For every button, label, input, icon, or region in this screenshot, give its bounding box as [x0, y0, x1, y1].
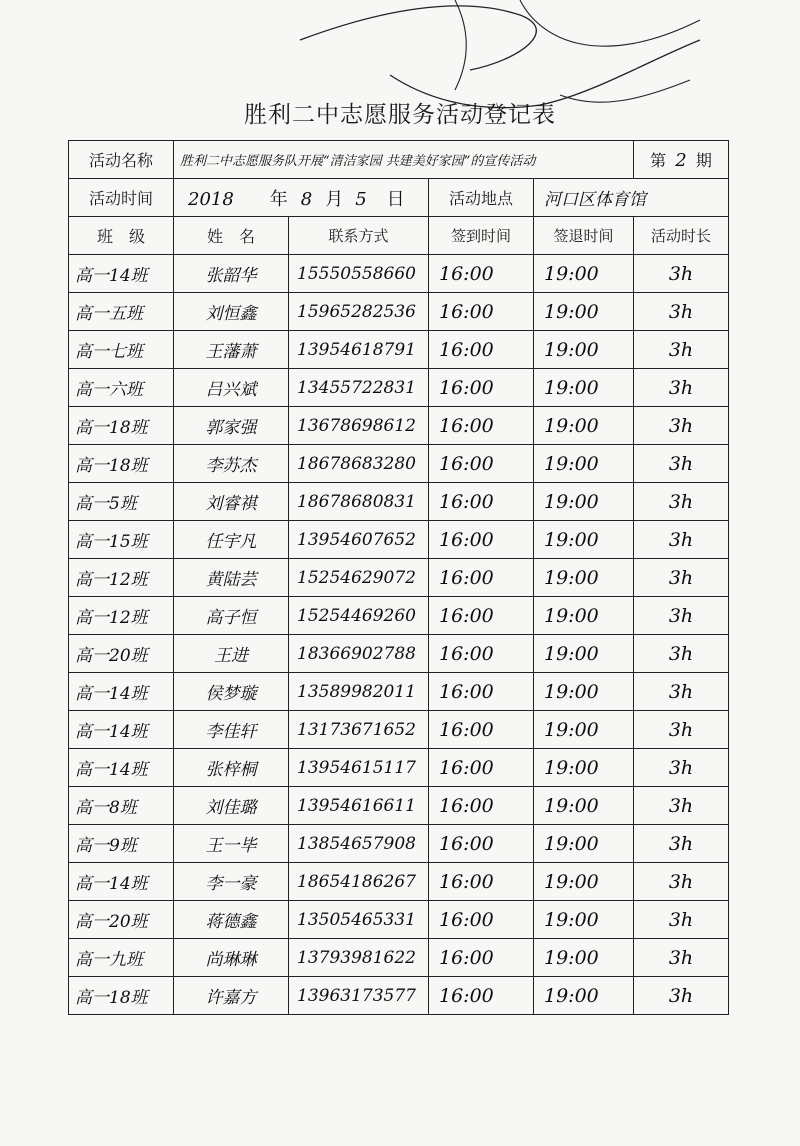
cell-checkin: 16:00	[429, 635, 534, 673]
cell-class: 高一20班	[69, 635, 174, 673]
table-row	[69, 331, 729, 369]
cell-contact: 15965282536	[289, 293, 429, 331]
cell-checkin: 16:00	[429, 407, 534, 445]
date-day-unit: 日	[386, 188, 405, 210]
table-row	[69, 369, 729, 407]
cell-checkout: 19:00	[534, 255, 634, 293]
cell-checkout: 19:00	[534, 369, 634, 407]
cell-checkin: 16:00	[429, 939, 534, 977]
cell-checkout: 19:00	[534, 711, 634, 749]
cell-contact: 15254629072	[289, 559, 429, 597]
cell-contact: 13954615117	[289, 749, 429, 787]
cell-contact: 18654186267	[289, 863, 429, 901]
cell-checkout: 19:00	[534, 521, 634, 559]
registration-table	[68, 140, 729, 1015]
date-day: 5	[355, 188, 367, 210]
cell-checkin: 16:00	[429, 331, 534, 369]
table-row	[69, 445, 729, 483]
cell-name: 黄陆芸	[174, 559, 289, 597]
cell-contact: 15254469260	[289, 597, 429, 635]
table-row	[69, 787, 729, 825]
cell-contact: 13954616611	[289, 787, 429, 825]
cell-duration: 3h	[634, 445, 729, 483]
cell-name: 李佳轩	[174, 711, 289, 749]
table-row	[69, 407, 729, 445]
cell-name: 王进	[174, 635, 289, 673]
cell-duration: 3h	[634, 939, 729, 977]
header-name: 姓 名	[174, 217, 289, 255]
cell-class: 高一9班	[69, 825, 174, 863]
cell-class: 高一18班	[69, 977, 174, 1015]
table-row	[69, 939, 729, 977]
cell-duration: 3h	[634, 977, 729, 1015]
date-year-unit: 年	[269, 188, 288, 210]
cell-contact: 13793981622	[289, 939, 429, 977]
cell-checkout: 19:00	[534, 825, 634, 863]
table-row	[69, 597, 729, 635]
cell-checkin: 16:00	[429, 521, 534, 559]
cell-checkin: 16:00	[429, 977, 534, 1015]
cell-class: 高一12班	[69, 597, 174, 635]
cell-duration: 3h	[634, 483, 729, 521]
cell-class: 高一14班	[69, 863, 174, 901]
cell-contact: 13954618791	[289, 331, 429, 369]
cell-checkin: 16:00	[429, 255, 534, 293]
cell-class: 高一20班	[69, 901, 174, 939]
pen-scribble-marks	[0, 0, 800, 160]
period-suffix: 期	[695, 151, 712, 170]
period-cell	[634, 141, 729, 179]
cell-name: 张梓桐	[174, 749, 289, 787]
table-row	[69, 901, 729, 939]
cell-checkin: 16:00	[429, 559, 534, 597]
cell-contact: 15550558660	[289, 255, 429, 293]
cell-checkin: 16:00	[429, 787, 534, 825]
cell-checkout: 19:00	[534, 293, 634, 331]
cell-name: 许嘉方	[174, 977, 289, 1015]
activity-name-row	[69, 141, 729, 179]
table-row	[69, 863, 729, 901]
table-row	[69, 521, 729, 559]
cell-duration: 3h	[634, 863, 729, 901]
cell-class: 高一五班	[69, 293, 174, 331]
cell-duration: 3h	[634, 407, 729, 445]
cell-checkout: 19:00	[534, 445, 634, 483]
date-year: 2018	[188, 188, 234, 210]
cell-contact: 18678680831	[289, 483, 429, 521]
activity-name-value: 胜利二中志愿服务队开展“清洁家园 共建美好家园”的宣传活动	[174, 141, 634, 179]
activity-time-label: 活动时间	[69, 179, 174, 217]
cell-checkout: 19:00	[534, 901, 634, 939]
cell-checkout: 19:00	[534, 863, 634, 901]
cell-name: 刘恒鑫	[174, 293, 289, 331]
header-duration: 活动时长	[634, 217, 729, 255]
cell-name: 刘佳璐	[174, 787, 289, 825]
cell-name: 王一毕	[174, 825, 289, 863]
cell-contact: 18366902788	[289, 635, 429, 673]
cell-checkin: 16:00	[429, 293, 534, 331]
cell-name: 任宇凡	[174, 521, 289, 559]
cell-contact: 13678698612	[289, 407, 429, 445]
cell-checkin: 16:00	[429, 483, 534, 521]
cell-name: 侯梦璇	[174, 673, 289, 711]
table-row	[69, 293, 729, 331]
cell-checkin: 16:00	[429, 825, 534, 863]
cell-contact: 13963173577	[289, 977, 429, 1015]
cell-checkout: 19:00	[534, 559, 634, 597]
cell-name: 蒋德鑫	[174, 901, 289, 939]
cell-checkout: 19:00	[534, 331, 634, 369]
date-month: 8	[300, 188, 313, 210]
cell-duration: 3h	[634, 901, 729, 939]
table-row	[69, 635, 729, 673]
location-value: 河口区体育馆	[534, 179, 729, 217]
cell-duration: 3h	[634, 597, 729, 635]
header-checkin: 签到时间	[429, 217, 534, 255]
cell-checkout: 19:00	[534, 597, 634, 635]
cell-contact: 18678683280	[289, 445, 429, 483]
cell-checkin: 16:00	[429, 369, 534, 407]
cell-name: 张韶华	[174, 255, 289, 293]
cell-duration: 3h	[634, 369, 729, 407]
cell-contact: 13854657908	[289, 825, 429, 863]
table-row	[69, 673, 729, 711]
cell-class: 高一18班	[69, 407, 174, 445]
cell-checkin: 16:00	[429, 673, 534, 711]
cell-checkin: 16:00	[429, 901, 534, 939]
cell-checkout: 19:00	[534, 787, 634, 825]
table-row	[69, 711, 729, 749]
cell-name: 刘睿祺	[174, 483, 289, 521]
cell-class: 高一8班	[69, 787, 174, 825]
cell-class: 高一12班	[69, 559, 174, 597]
cell-name: 吕兴斌	[174, 369, 289, 407]
cell-class: 高一九班	[69, 939, 174, 977]
cell-class: 高一5班	[69, 483, 174, 521]
cell-contact: 13455722831	[289, 369, 429, 407]
cell-checkout: 19:00	[534, 407, 634, 445]
cell-class: 高一七班	[69, 331, 174, 369]
table-row	[69, 749, 729, 787]
header-class: 班 级	[69, 217, 174, 255]
table-row	[69, 255, 729, 293]
table-row	[69, 977, 729, 1015]
cell-name: 李一豪	[174, 863, 289, 901]
cell-checkout: 19:00	[534, 483, 634, 521]
cell-name: 王藩萧	[174, 331, 289, 369]
cell-class: 高一14班	[69, 749, 174, 787]
cell-duration: 3h	[634, 635, 729, 673]
cell-checkout: 19:00	[534, 939, 634, 977]
activity-date	[174, 179, 429, 217]
cell-name: 郭家强	[174, 407, 289, 445]
table-header-row	[69, 217, 729, 255]
cell-checkout: 19:00	[534, 977, 634, 1015]
cell-contact: 13505465331	[289, 901, 429, 939]
cell-name: 尚琳琳	[174, 939, 289, 977]
cell-class: 高一18班	[69, 445, 174, 483]
table-row	[69, 559, 729, 597]
activity-name-label: 活动名称	[69, 141, 174, 179]
form-title: 胜利二中志愿服务活动登记表	[244, 102, 556, 128]
cell-class: 高一14班	[69, 673, 174, 711]
cell-checkout: 19:00	[534, 635, 634, 673]
cell-duration: 3h	[634, 293, 729, 331]
cell-contact: 13589982011	[289, 673, 429, 711]
date-month-unit: 月	[325, 188, 344, 210]
cell-contact: 13173671652	[289, 711, 429, 749]
cell-duration: 3h	[634, 673, 729, 711]
cell-contact: 13954607652	[289, 521, 429, 559]
period-value: 2	[675, 150, 687, 171]
cell-duration: 3h	[634, 255, 729, 293]
cell-name: 李苏杰	[174, 445, 289, 483]
cell-checkin: 16:00	[429, 597, 534, 635]
cell-class: 高一14班	[69, 255, 174, 293]
cell-duration: 3h	[634, 749, 729, 787]
table-row	[69, 483, 729, 521]
header-checkout: 签退时间	[534, 217, 634, 255]
cell-class: 高一六班	[69, 369, 174, 407]
activity-time-row	[69, 179, 729, 217]
cell-checkout: 19:00	[534, 749, 634, 787]
cell-checkin: 16:00	[429, 749, 534, 787]
cell-checkin: 16:00	[429, 711, 534, 749]
period-label: 第	[650, 151, 667, 170]
table-row	[69, 825, 729, 863]
cell-name: 高子恒	[174, 597, 289, 635]
cell-duration: 3h	[634, 331, 729, 369]
header-contact: 联系方式	[289, 217, 429, 255]
location-label: 活动地点	[429, 179, 534, 217]
cell-checkout: 19:00	[534, 673, 634, 711]
cell-duration: 3h	[634, 521, 729, 559]
cell-duration: 3h	[634, 711, 729, 749]
cell-duration: 3h	[634, 787, 729, 825]
cell-class: 高一14班	[69, 711, 174, 749]
cell-duration: 3h	[634, 559, 729, 597]
cell-checkin: 16:00	[429, 445, 534, 483]
cell-duration: 3h	[634, 825, 729, 863]
cell-checkin: 16:00	[429, 863, 534, 901]
cell-class: 高一15班	[69, 521, 174, 559]
